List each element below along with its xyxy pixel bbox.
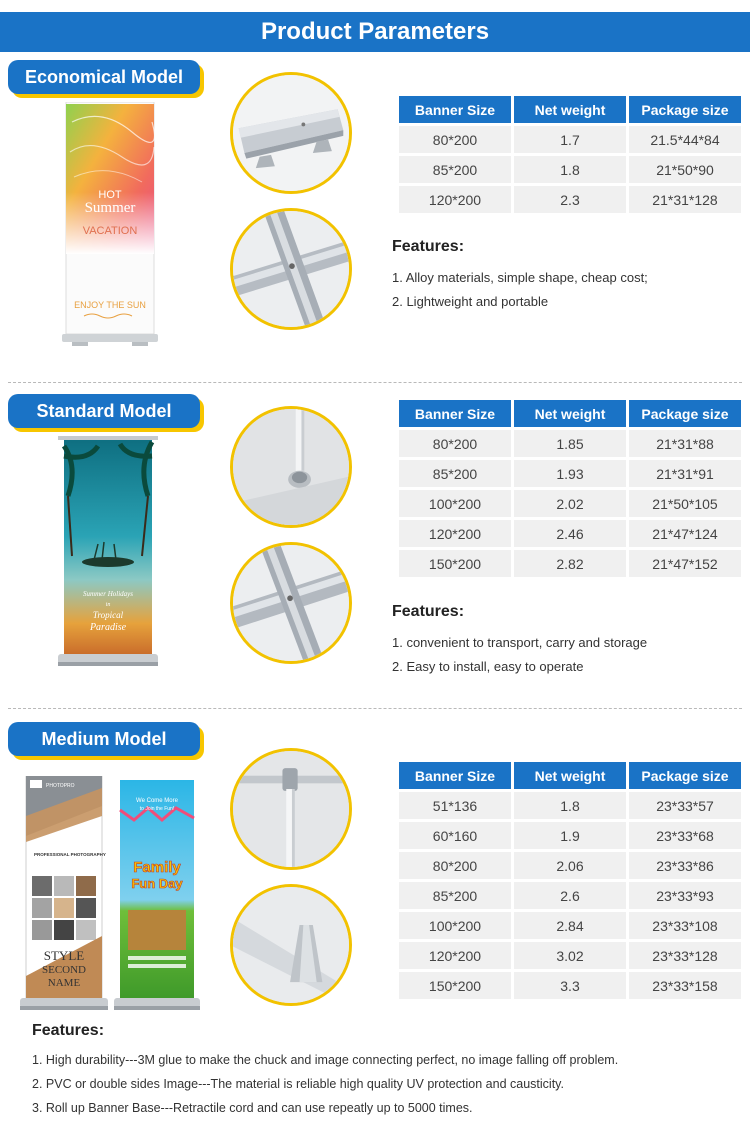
cell-package: 21*50*105: [629, 490, 741, 517]
table-row: [399, 882, 741, 909]
cell-package: 21*47*152: [629, 550, 741, 577]
cell-package: 21.5*44*84: [629, 126, 741, 153]
header-package-size: Package size: [629, 762, 741, 789]
cell-weight: 2.6: [514, 882, 626, 909]
cell-package: 21*47*124: [629, 520, 741, 547]
header-net-weight: Net weight: [514, 400, 626, 427]
table-row: [399, 942, 741, 969]
cell-package: 23*33*108: [629, 912, 741, 939]
cell-size: 80*200: [399, 126, 511, 153]
banner-photo-name: PHOTOPRO: [46, 783, 75, 789]
cell-weight: 1.9: [514, 822, 626, 849]
header-net-weight: Net weight: [514, 96, 626, 123]
economical-profile-closeup: [230, 208, 352, 330]
cell-size: 120*200: [399, 186, 511, 213]
cell-weight: 2.82: [514, 550, 626, 577]
cell-package: 21*31*128: [629, 186, 741, 213]
feature-item: 2. Easy to install, easy to operate: [392, 659, 584, 674]
standard-model-label: Standard Model: [8, 394, 200, 428]
table-row: [399, 460, 741, 487]
banner-photo-tag: PROFESSIONAL PHOTOGRAPHY: [34, 852, 106, 857]
cell-size: 100*200: [399, 490, 511, 517]
table-row: [399, 520, 741, 547]
cell-size: 85*200: [399, 156, 511, 183]
standard-banner-image: [58, 436, 158, 672]
economical-features: [392, 238, 648, 314]
header-banner-size: Banner Size: [399, 96, 511, 123]
cell-weight: 1.7: [514, 126, 626, 153]
cell-weight: 2.06: [514, 852, 626, 879]
cell-weight: 1.93: [514, 460, 626, 487]
standard-profile-closeup: [230, 542, 352, 664]
cell-package: 21*50*90: [629, 156, 741, 183]
standard-features: [392, 603, 647, 679]
economical-params-table: [396, 93, 744, 216]
table-row: [399, 912, 741, 939]
banner-style3: NAME: [47, 977, 81, 989]
feature-item: 2. PVC or double sides Image---The material is reliable high quality UV protection and causticity.: [32, 1077, 564, 1091]
banner-fun1: Family: [133, 859, 181, 876]
banner-line3-text: Tropical: [92, 610, 124, 620]
cell-size: 60*160: [399, 822, 511, 849]
cell-weight: 2.84: [514, 912, 626, 939]
feature-item: 3. Roll up Banner Base---Retractile cord and can use repeatly up to 5000 times.: [32, 1101, 473, 1115]
section-divider: [8, 382, 742, 383]
table-row: [399, 430, 741, 457]
banner-fun2: Fun Day: [131, 876, 183, 891]
table-row: [399, 792, 741, 819]
banner-style1: STYLE: [43, 948, 85, 963]
cell-size: 120*200: [399, 942, 511, 969]
table-row: [399, 490, 741, 517]
cell-weight: 2.3: [514, 186, 626, 213]
cell-size: 80*200: [399, 430, 511, 457]
cell-size: 80*200: [399, 852, 511, 879]
feature-item: 1. Alloy materials, simple shape, cheap cost;: [392, 270, 648, 285]
cell-package: 23*33*128: [629, 942, 741, 969]
banner-summer-text: Summer: [84, 200, 136, 216]
banner-style2: SECOND: [41, 964, 87, 976]
cell-package: 23*33*57: [629, 792, 741, 819]
medium-banner-family-fun: [114, 780, 200, 1012]
table-row: [399, 822, 741, 849]
header-net-weight: Net weight: [514, 762, 626, 789]
table-row: [399, 186, 741, 213]
medium-params-table: [396, 759, 744, 1002]
banner-fun-top: We Come More: [136, 798, 178, 804]
feature-item: 2. Lightweight and portable: [392, 294, 549, 309]
economical-model-label: Economical Model: [8, 60, 200, 94]
cell-size: 150*200: [399, 972, 511, 999]
features-heading: Features:: [392, 603, 465, 620]
cell-size: 85*200: [399, 882, 511, 909]
medium-features: [32, 1022, 618, 1120]
header-package-size: Package size: [629, 96, 741, 123]
banner-line1-text: Summer Holidays: [83, 590, 133, 598]
banner-line4-text: Paradise: [89, 622, 127, 633]
economical-banner-image: [62, 102, 158, 350]
medium-foot-closeup: [230, 884, 352, 1006]
header-package-size: Package size: [629, 400, 741, 427]
page-title: Product Parameters: [0, 12, 750, 52]
economical-base-closeup: [230, 72, 352, 194]
section-divider: [8, 708, 742, 709]
cell-weight: 2.02: [514, 490, 626, 517]
cell-weight: 1.8: [514, 792, 626, 819]
cell-weight: 1.8: [514, 156, 626, 183]
cell-package: 21*31*88: [629, 430, 741, 457]
cell-weight: 3.02: [514, 942, 626, 969]
medium-pole-closeup: [230, 748, 352, 870]
cell-package: 23*33*93: [629, 882, 741, 909]
banner-line2-text: in: [105, 602, 111, 608]
medium-banner-photography: [20, 776, 108, 1012]
features-heading: Features:: [32, 1022, 105, 1039]
feature-item: 1. High durability---3M glue to make the chuck and image connecting perfect, no image falling off problem.: [32, 1053, 619, 1067]
header-banner-size: Banner Size: [399, 762, 511, 789]
cell-weight: 1.85: [514, 430, 626, 457]
cell-package: 23*33*86: [629, 852, 741, 879]
cell-size: 150*200: [399, 550, 511, 577]
header-banner-size: Banner Size: [399, 400, 511, 427]
standard-pole-closeup: [230, 406, 352, 528]
cell-package: 21*31*91: [629, 460, 741, 487]
features-heading: Features:: [392, 238, 465, 255]
cell-size: 51*136: [399, 792, 511, 819]
banner-fun-sub: to Join the Fun!: [139, 806, 175, 812]
table-row: [399, 852, 741, 879]
table-row: [399, 126, 741, 153]
standard-params-table: [396, 397, 744, 580]
cell-weight: 3.3: [514, 972, 626, 999]
banner-hot-text: HOT: [98, 189, 122, 201]
cell-package: 23*33*68: [629, 822, 741, 849]
feature-item: 1. convenient to transport, carry and storage: [392, 635, 648, 650]
cell-weight: 2.46: [514, 520, 626, 547]
cell-size: 100*200: [399, 912, 511, 939]
table-row: [399, 156, 741, 183]
table-row: [399, 972, 741, 999]
cell-package: 23*33*158: [629, 972, 741, 999]
banner-vacation-text: VACATION: [82, 225, 138, 237]
cell-size: 85*200: [399, 460, 511, 487]
banner-enjoy-text: ENJOY THE SUN: [74, 300, 146, 310]
table-row: [399, 550, 741, 577]
cell-size: 120*200: [399, 520, 511, 547]
medium-model-label: Medium Model: [8, 722, 200, 756]
